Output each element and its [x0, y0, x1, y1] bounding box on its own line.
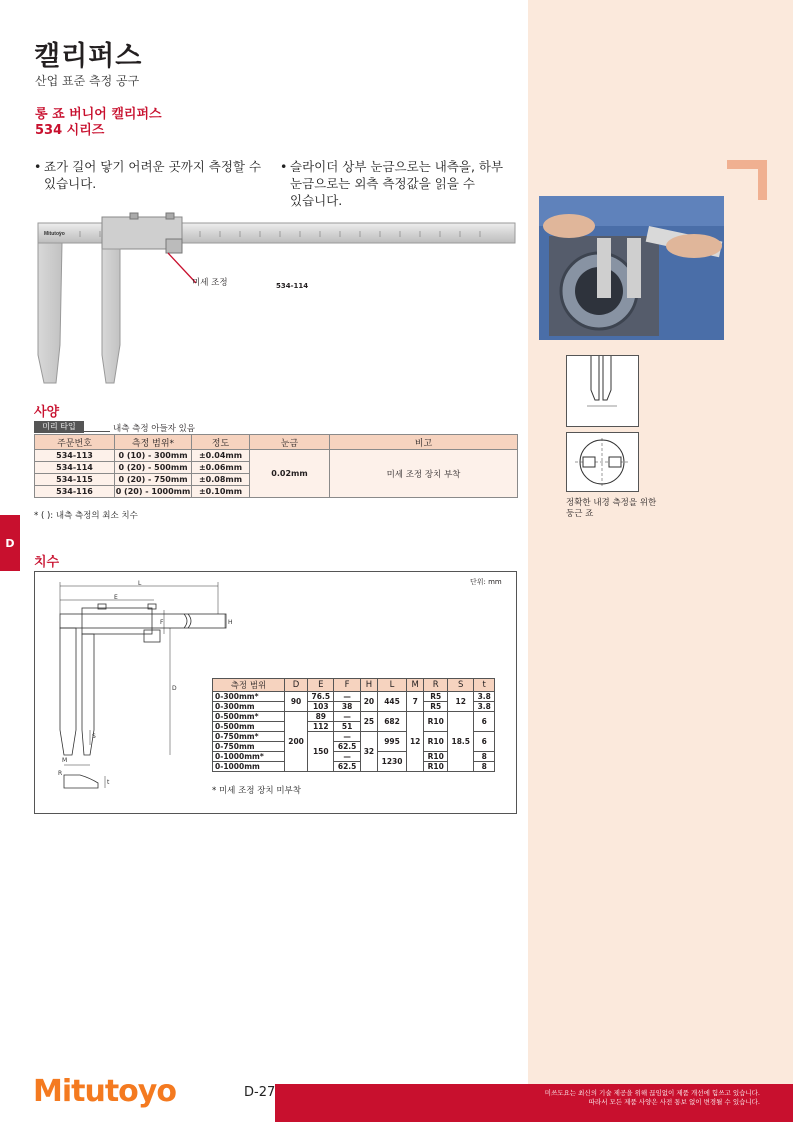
dim-col-M: M — [407, 679, 424, 692]
dimension-footnote: * 미세 조정 장치 미부착 — [212, 786, 301, 796]
dim-label-R: R — [58, 770, 63, 777]
caliper-product-image — [30, 205, 520, 395]
dim-label-D: D — [172, 685, 177, 692]
usage-photo — [539, 196, 724, 340]
spec-table — [34, 434, 518, 498]
dim-col-S: S — [448, 679, 474, 692]
spec-col-code: 주문번호 — [35, 435, 115, 450]
dim-col-range: 측정 범위 — [213, 679, 285, 692]
page-title: 캘리퍼스 — [34, 41, 143, 72]
jaw-detail-box — [566, 355, 639, 427]
round-jaw-diagram-box — [566, 432, 639, 492]
badge-underline — [84, 431, 110, 432]
dim-label-L: L — [138, 580, 142, 587]
series-title — [35, 107, 162, 139]
graduation-cell: 0.02mm — [250, 450, 330, 498]
table-row: 534-116 0 (20) - 1000mm ±0.10mm — [35, 486, 518, 498]
spec-col-accuracy: 정도 — [192, 435, 250, 450]
dimension-heading: 치수 — [34, 555, 60, 570]
table-row: 0-500mm* 200 89 — 25 682 12 R10 18.5 6 — [213, 712, 495, 722]
table-row: 0-750mm* 150 — 32 995 R10 6 — [213, 732, 495, 742]
page-subtitle: 산업 표준 측정 공구 — [35, 74, 140, 88]
dim-col-F: F — [334, 679, 360, 692]
footer-notice: 미쓰도요는 최신의 기술 제공을 위해 끊임없이 제품 개선에 힘쓰고 있습니다. 따라서 모든 제품 사양은 사전 통보 없이 변경될 수 있습니다. — [544, 1089, 760, 1106]
caliper-brand-mark: Mitutoyo — [44, 231, 65, 237]
model-label: 534-114 — [276, 282, 309, 290]
table-row: 0-750mm 62.5 — [213, 742, 495, 752]
table-row: 0-1000mm 62.5 R10 8 — [213, 762, 495, 772]
brand-logo: Mitutoyo — [33, 1074, 176, 1109]
table-row: 534-115 0 (20) - 750mm ±0.08mm — [35, 474, 518, 486]
spec-col-graduation: 눈금 — [250, 435, 330, 450]
section-tab-d[interactable]: D — [0, 515, 20, 571]
unit-label: 단위: mm — [470, 578, 502, 586]
page-number: D-27 — [244, 1085, 276, 1100]
round-jaw-caption: 정확한 내경 측정을 위한 둥근 죠 — [566, 498, 657, 519]
dim-col-L: L — [378, 679, 407, 692]
series-title-line2: 534 시리즈 — [35, 123, 105, 138]
spec-heading: 사양 — [34, 405, 60, 420]
table-row: 534-113 0 (10) - 300mm ±0.04mm 0.02mm 미세 조정 장치 부착 — [35, 450, 518, 462]
dim-col-R: R — [424, 679, 448, 692]
dimension-table — [212, 678, 495, 772]
type-badge: 미리 타입 — [34, 421, 84, 433]
feature-right-line3: 있습니다. — [290, 193, 343, 208]
table-row: 534-114 0 (20) - 500mm ±0.06mm — [35, 462, 518, 474]
remark-cell: 미세 조정 장치 부착 — [330, 450, 518, 498]
feature-right-line1: 슬라이더 상부 눈금으로는 내측을, 하부 — [290, 159, 504, 174]
corner-bracket-decoration — [727, 160, 767, 200]
dim-label-F: F — [160, 619, 164, 626]
dim-label-t: t — [107, 779, 110, 786]
type-note: 내측 측정 아들자 있음 — [113, 424, 196, 434]
table-row: 0-300mm* 90 76.5 — 20 445 7 R5 12 3.8 — [213, 692, 495, 702]
fine-adjust-callout: 미세 조정 — [192, 278, 228, 288]
dim-label-E: E — [114, 594, 118, 601]
spec-col-remark: 비고 — [330, 435, 518, 450]
feature-right-line2: 눈금으로는 외측 측정값을 읽을 수 — [290, 176, 475, 191]
dim-label-S: S — [92, 733, 96, 740]
dim-label-H: H — [228, 619, 233, 626]
feature-bullet-left: • 죠가 길어 닿기 어려운 곳까지 측정할 수 있습니다. — [34, 159, 262, 191]
feature-bullet-right: • 슬라이더 상부 눈금으로는 내측을, 하부 눈금으로는 외측 측정값을 읽을 수 있습니다. — [280, 159, 504, 208]
table-row: 0-300mm 103 38 R5 3.8 — [213, 702, 495, 712]
feature-left-line2: 있습니다. — [44, 176, 97, 191]
dim-col-H: H — [360, 679, 377, 692]
table-row: 0-500mm 112 51 — [213, 722, 495, 732]
dim-col-E: E — [308, 679, 334, 692]
feature-left-line1: 죠가 길어 닿기 어려운 곳까지 측정할 수 — [44, 159, 262, 174]
dim-col-D: D — [285, 679, 308, 692]
table-row: 0-1000mm* — 1230 R10 8 — [213, 752, 495, 762]
dim-label-M: M — [62, 757, 68, 764]
dim-col-t: t — [474, 679, 495, 692]
series-title-line1: 롱 죠 버니어 캘리퍼스 — [35, 107, 162, 122]
spec-footnote: * ( ): 내측 측정의 최소 치수 — [34, 511, 138, 521]
spec-col-range: 측정 범위* — [115, 435, 192, 450]
